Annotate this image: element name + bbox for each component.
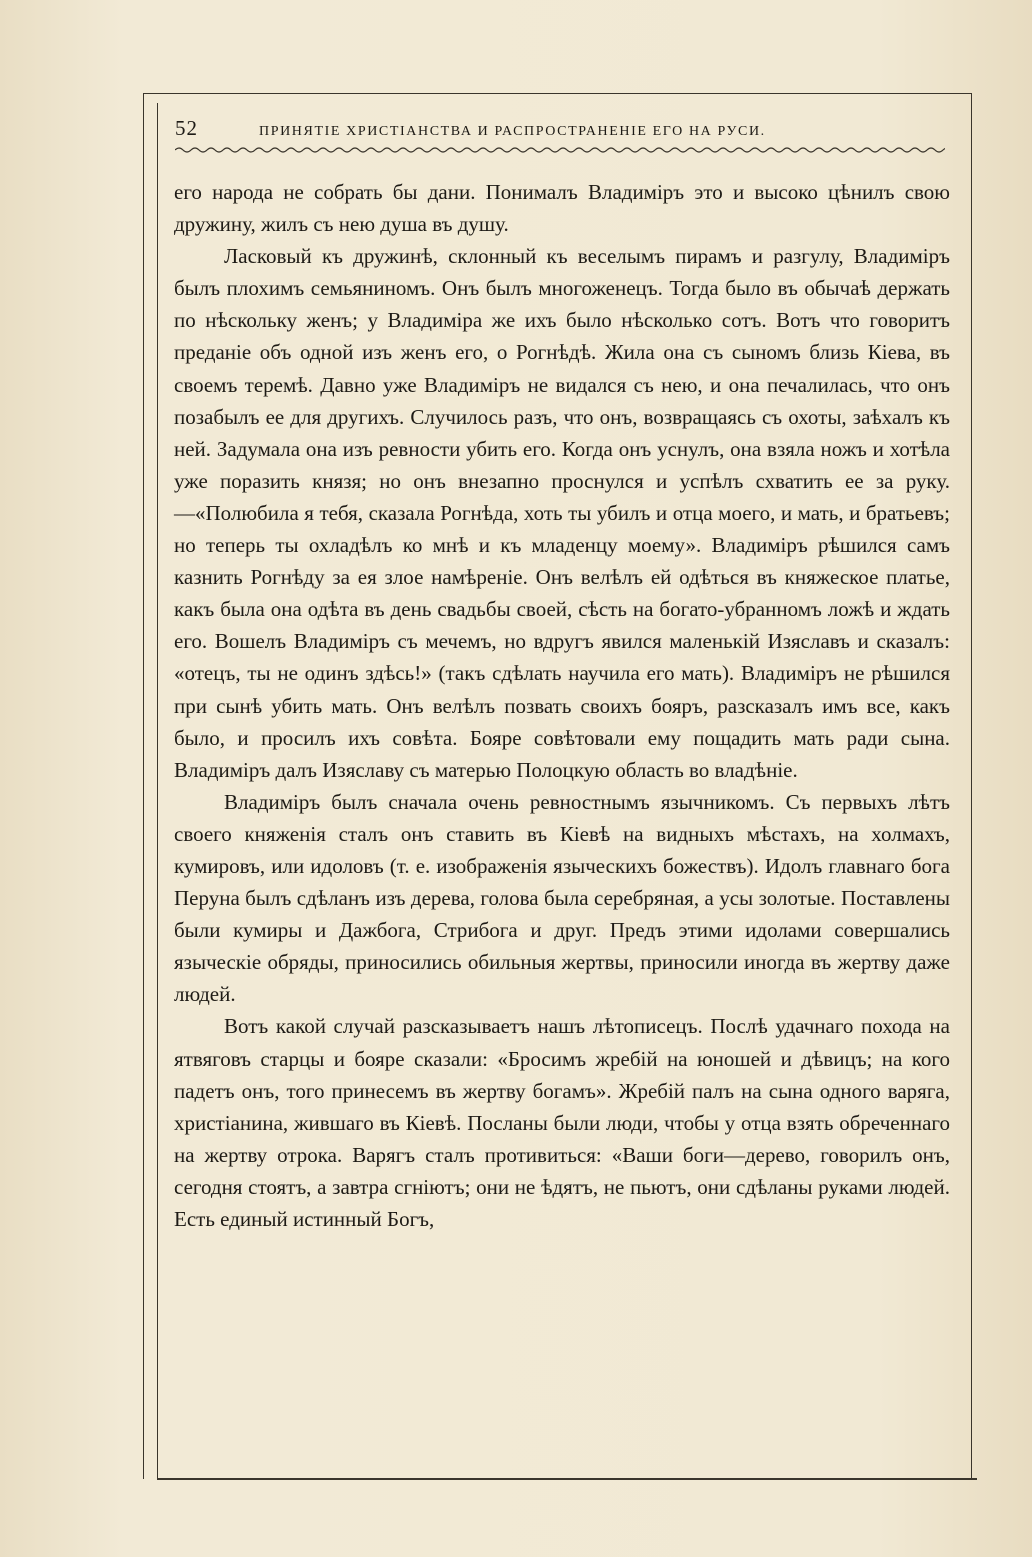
paragraph-3: Владиміръ былъ сначала очень ревностнымъ язычникомъ. Съ первыхъ лѣтъ своего княженія сталъ онъ ставить въ Кіевѣ на видныхъ мѣстахъ, на холмахъ, кумировъ, или идоловъ (т. е. изображенія языческихъ божествъ). Идолъ главнаго бога Перуна былъ сдѣланъ изъ дерева, голова была серебряная, а усы золотые. Поставлены были кумиры и Дажбога, Стрибога и друг. Предъ этими идолами совершались языческіе обряды, приносились обильныя жертвы, приносили иногда въ жертву даже людей. — [174, 789, 950, 1007]
page-number: 52 — [175, 116, 198, 140]
running-title: ПРИНЯТІЕ ХРИСТІАНСТВА И РАСПРОСТРАНЕНІЕ ЕГО НА РУСИ. — [259, 124, 766, 139]
wavy-rule-ornament — [175, 143, 945, 157]
running-head — [175, 116, 945, 146]
paragraph-1: его народа не собрать бы дани. Понималъ Владиміръ это и высоко цѣнилъ свою дружину, жилъ съ нею душа въ душу. — [174, 180, 950, 237]
paragraph-2: Ласковый къ дружинѣ, склонный къ веселымъ пирамъ и разгулу, Владиміръ былъ плохимъ семьяниномъ. Онъ былъ многоженецъ. Тогда было въ обычаѣ держать по нѣскольку женъ; у Владиміра же ихъ было нѣсколько сотъ. Вотъ что говоритъ преданіе объ одной изъ женъ его, о Рогнѣдѣ. Жила она съ сыномъ близь Кіева, въ своемъ теремѣ. Давно уже Владиміръ не видался съ нею, и она печалилась, что онъ позабылъ ее для другихъ. Случилось разъ, что онъ, возвращаясь съ охоты, заѣхалъ къ ней. Задумала она изъ ревности убить его. Когда онъ уснулъ, она взяла ножъ и хотѣла уже поразить князя; но онъ внезапно проснулся и успѣлъ схватить ее за руку.—«Полюбила я тебя, сказала Рогнѣда, хоть ты убилъ и отца моего, и мать, и братьевъ; но теперь ты охладѣлъ ко мнѣ и къ младенцу моему». Владиміръ рѣшился самъ казнить Рогнѣду за ея злое намѣреніе. Онъ велѣлъ ей одѣться въ княжеское платье, какъ была она одѣта въ день свадьбы своей, сѣсть на богато-убранномъ ложѣ и ждать его. Вошелъ Владиміръ съ мечемъ, но вдругъ явился маленькій Изяславъ и сказалъ: «отецъ, ты не одинъ здѣсь!» (такъ сдѣлать научила его мать). Владиміръ не рѣшился при сынѣ убить мать. Онъ велѣлъ позвать своихъ бояръ, разсказалъ имъ все, какъ было, и просилъ ихъ совѣта. Бояре совѣтовали ему пощадить мать ради сына. Владиміръ далъ Изяславу съ матерью Полоцкую область во владѣніе. — [174, 244, 950, 782]
paragraph-4: Вотъ какой случай разсказываетъ нашъ лѣтописецъ. Послѣ удачнаго похода на ятвяговъ старцы и бояре сказали: «Бросимъ жребій на юношей и дѣвицъ; на кого падетъ онъ, того принесемъ въ жертву богамъ». Жребій палъ на сына одного варяга, христіанина, жившаго въ Кіевѣ. Посланы были люди, чтобы у отца взять обреченнаго на жертву отрока. Варягъ сталъ противиться: «Ваши боги—дерево, говорилъ онъ, сегодня стоятъ, а завтра сгніютъ; они не ѣдятъ, не пьютъ, они сдѣланы руками людей. Есть единый истинный Богъ, — [174, 1014, 950, 1231]
body-text — [174, 176, 950, 1235]
inner-margin-rule — [157, 103, 158, 1478]
bottom-rule — [157, 1478, 977, 1480]
